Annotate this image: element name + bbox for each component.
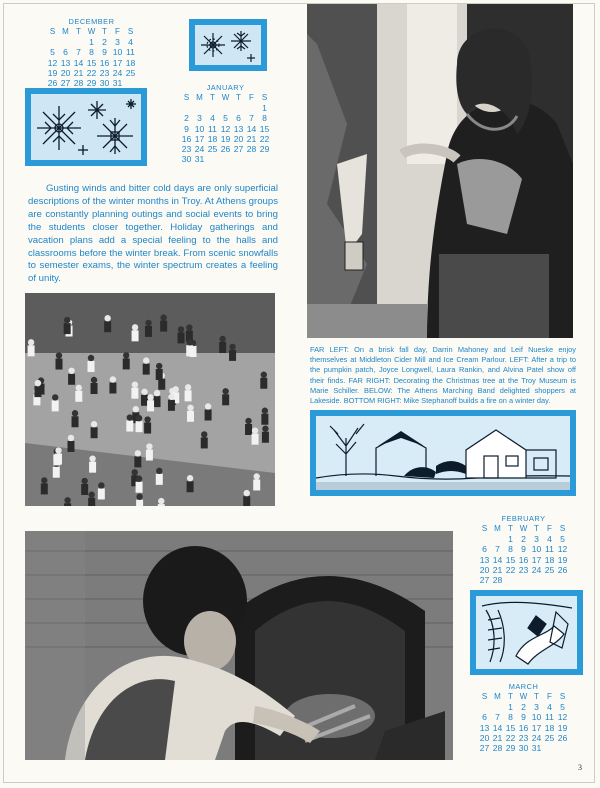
calendar-day: 22 bbox=[505, 564, 516, 575]
calendar-day bbox=[530, 575, 543, 585]
calendar-day: 16 bbox=[518, 722, 529, 733]
calendar-day: 18 bbox=[544, 554, 555, 565]
calendar-day: 16 bbox=[181, 133, 192, 144]
calendar-weekday: W bbox=[519, 692, 528, 702]
calendar-day: 7 bbox=[495, 544, 500, 555]
calendar-day: 30 bbox=[518, 743, 529, 754]
calendar-month-name: MARCH bbox=[508, 682, 539, 691]
calendar-day bbox=[180, 103, 193, 113]
calendar-weekday: T bbox=[76, 27, 81, 37]
calendar-day: 14 bbox=[492, 722, 503, 733]
calendar-day: 18 bbox=[207, 133, 218, 144]
calendar-day: 15 bbox=[259, 123, 270, 134]
calendar-weekday: S bbox=[481, 692, 488, 702]
calendar-day bbox=[504, 575, 517, 585]
calendar-day bbox=[193, 103, 206, 113]
calendar-weekday: W bbox=[221, 93, 230, 103]
calendar-day: 20 bbox=[60, 67, 71, 78]
calendar-grid bbox=[478, 524, 569, 585]
calendar-day: 7 bbox=[249, 113, 254, 124]
calendar-day: 24 bbox=[194, 144, 205, 155]
snowflake-illustration-small bbox=[189, 19, 267, 71]
calendar-day bbox=[491, 534, 504, 544]
calendar-day: 13 bbox=[479, 722, 490, 733]
calendar-day: 25 bbox=[544, 732, 555, 743]
calendar-day bbox=[206, 103, 219, 113]
calendar-day: 1 bbox=[508, 534, 513, 545]
calendar-day: 7 bbox=[495, 712, 500, 723]
snowflakes-icon bbox=[31, 94, 141, 160]
calendar-day: 21 bbox=[492, 732, 503, 743]
calendar-day: 8 bbox=[508, 544, 513, 555]
calendar-day: 2 bbox=[184, 113, 189, 124]
calendar-day: 5 bbox=[560, 534, 565, 545]
calendar-day: 20 bbox=[479, 564, 490, 575]
calendar-day bbox=[245, 154, 258, 164]
photo-girl-decorating-tree bbox=[307, 4, 573, 338]
calendar-day: 30 bbox=[99, 78, 110, 89]
calendar-weekday: M bbox=[494, 692, 501, 702]
calendar-day: 23 bbox=[518, 564, 529, 575]
calendar-day: 2 bbox=[521, 702, 526, 713]
calendar-day: 1 bbox=[508, 702, 513, 713]
calendar-day bbox=[219, 154, 232, 164]
calendar-day: 18 bbox=[125, 57, 136, 68]
calendar-day: 4 bbox=[547, 702, 552, 713]
photo-caption: FAR LEFT: On a brisk fall day, Darrin Mahoney and Leif Nueske enjoy themselves at Middleton Cider Mill and Ice Cream Parlour. LEFT: After a trip to the pumpkin patch, Joyce Longwell, Laura Rankin, and Alvina Patel show off their finds. FAR RIGHT: Decorating the Christmas tree at the Troy Museum is Marie Schiller. BELOW: The Athens Marching Band delighted shoppers at Lakeside. BOTTOM RIGHT: Mike Stephanoff builds a fire on a winter day. bbox=[310, 345, 576, 406]
calendar-weekday: M bbox=[196, 93, 203, 103]
calendar-weekday: T bbox=[236, 93, 241, 103]
calendar-day bbox=[478, 534, 491, 544]
calendar-day: 26 bbox=[557, 564, 568, 575]
calendar-day: 28 bbox=[73, 78, 84, 89]
calendar-weekday: S bbox=[183, 93, 190, 103]
scarf-and-mitten-icon bbox=[476, 596, 577, 669]
calendar-day: 13 bbox=[233, 123, 244, 134]
calendar-day: 12 bbox=[557, 544, 568, 555]
calendar-day: 27 bbox=[233, 144, 244, 155]
calendar-day: 23 bbox=[518, 732, 529, 743]
calendar-day: 21 bbox=[246, 133, 257, 144]
calendar-day: 12 bbox=[220, 123, 231, 134]
calendar-day: 8 bbox=[508, 712, 513, 723]
calendar-day bbox=[232, 154, 245, 164]
calendar-day: 16 bbox=[99, 57, 110, 68]
calendar-day: 3 bbox=[534, 534, 539, 545]
calendar-weekday: T bbox=[508, 692, 513, 702]
calendar-day: 22 bbox=[505, 732, 516, 743]
calendar-day: 19 bbox=[220, 133, 231, 144]
calendar-day: 27 bbox=[479, 575, 490, 586]
calendar-day bbox=[232, 103, 245, 113]
calendar-day: 11 bbox=[126, 47, 135, 58]
calendar-day: 10 bbox=[531, 544, 542, 555]
calendar-day: 2 bbox=[102, 37, 107, 48]
calendar-weekday: T bbox=[508, 524, 513, 534]
calendar-day: 22 bbox=[259, 133, 270, 144]
calendar-day: 1 bbox=[89, 37, 94, 48]
calendar-day: 11 bbox=[208, 123, 217, 134]
calendar-day: 6 bbox=[482, 712, 487, 723]
snowflake-illustration-large bbox=[25, 88, 147, 166]
calendar-weekday: T bbox=[210, 93, 215, 103]
calendar-weekday: T bbox=[102, 27, 107, 37]
calendar-day: 4 bbox=[547, 534, 552, 545]
calendar-march bbox=[478, 682, 569, 753]
calendar-february bbox=[478, 514, 569, 585]
calendar-day: 5 bbox=[50, 47, 55, 58]
winter-barn-scene-icon bbox=[316, 416, 570, 490]
calendar-day: 1 bbox=[262, 103, 267, 114]
calendar-weekday: S bbox=[559, 524, 566, 534]
calendar-day: 20 bbox=[479, 732, 490, 743]
calendar-day: 29 bbox=[505, 743, 516, 754]
calendar-day: 19 bbox=[557, 554, 568, 565]
calendar-day: 6 bbox=[482, 544, 487, 555]
calendar-day: 15 bbox=[505, 722, 516, 733]
calendar-weekday: M bbox=[494, 524, 501, 534]
calendar-grid bbox=[478, 692, 569, 753]
calendar-day: 31 bbox=[531, 743, 542, 754]
calendar-day: 17 bbox=[531, 722, 542, 733]
calendar-day: 9 bbox=[521, 712, 526, 723]
calendar-day: 27 bbox=[479, 743, 490, 754]
calendar-day: 29 bbox=[86, 78, 97, 89]
calendar-day: 9 bbox=[102, 47, 107, 58]
calendar-month-name: JANUARY bbox=[206, 83, 245, 92]
calendar-day: 10 bbox=[194, 123, 205, 134]
calendar-weekday: F bbox=[249, 93, 254, 103]
calendar-day: 23 bbox=[181, 144, 192, 155]
calendar-day: 4 bbox=[210, 113, 215, 124]
calendar-day: 13 bbox=[479, 554, 490, 565]
calendar-day bbox=[556, 575, 569, 585]
calendar-day: 17 bbox=[531, 554, 542, 565]
calendar-day bbox=[206, 154, 219, 164]
calendar-weekday: S bbox=[261, 93, 268, 103]
calendar-day: 26 bbox=[47, 78, 58, 89]
calendar-day: 3 bbox=[115, 37, 120, 48]
calendar-day: 23 bbox=[99, 67, 110, 78]
calendar-day: 7 bbox=[76, 47, 81, 58]
calendar-day: 3 bbox=[534, 702, 539, 713]
calendar-day: 21 bbox=[492, 564, 503, 575]
calendar-day: 31 bbox=[112, 78, 123, 89]
calendar-day: 31 bbox=[194, 154, 205, 165]
calendar-day: 24 bbox=[531, 564, 542, 575]
scarf-mitten-illustration bbox=[470, 590, 583, 675]
calendar-day: 21 bbox=[73, 67, 84, 78]
calendar-day: 28 bbox=[246, 144, 257, 155]
calendar-day: 13 bbox=[60, 57, 71, 68]
calendar-day: 3 bbox=[197, 113, 202, 124]
calendar-day: 6 bbox=[236, 113, 241, 124]
calendar-grid bbox=[180, 93, 271, 164]
calendar-day: 28 bbox=[492, 575, 503, 586]
calendar-day: 26 bbox=[220, 144, 231, 155]
calendar-day: 17 bbox=[112, 57, 123, 68]
calendar-day bbox=[517, 575, 530, 585]
photo-marching-band bbox=[25, 293, 275, 506]
calendar-day bbox=[219, 103, 232, 113]
calendar-day: 24 bbox=[112, 67, 123, 78]
calendar-day bbox=[543, 743, 556, 753]
calendar-day bbox=[543, 575, 556, 585]
calendar-day: 19 bbox=[557, 722, 568, 733]
calendar-day: 5 bbox=[223, 113, 228, 124]
calendar-day: 16 bbox=[518, 554, 529, 565]
calendar-day: 17 bbox=[194, 133, 205, 144]
calendar-weekday: M bbox=[62, 27, 69, 37]
calendar-weekday: S bbox=[49, 27, 56, 37]
calendar-day: 2 bbox=[521, 534, 526, 545]
calendar-day bbox=[478, 702, 491, 712]
calendar-day: 9 bbox=[184, 123, 189, 134]
calendar-weekday: T bbox=[534, 692, 539, 702]
calendar-day: 19 bbox=[47, 67, 58, 78]
calendar-day bbox=[59, 37, 72, 47]
calendar-day: 14 bbox=[246, 123, 257, 134]
calendar-day: 10 bbox=[112, 47, 123, 58]
calendar-day bbox=[258, 154, 271, 164]
calendar-day: 4 bbox=[128, 37, 133, 48]
calendar-day: 22 bbox=[86, 67, 97, 78]
calendar-day bbox=[72, 37, 85, 47]
calendar-month-name: FEBRUARY bbox=[501, 514, 546, 523]
calendar-day: 11 bbox=[545, 544, 554, 555]
calendar-day: 6 bbox=[63, 47, 68, 58]
calendar-day: 11 bbox=[545, 712, 554, 723]
calendar-day: 15 bbox=[86, 57, 97, 68]
calendar-day bbox=[556, 743, 569, 753]
calendar-day: 25 bbox=[544, 564, 555, 575]
calendar-day: 28 bbox=[492, 743, 503, 754]
snowflakes-icon bbox=[195, 25, 261, 65]
calendar-weekday: W bbox=[87, 27, 96, 37]
calendar-weekday: T bbox=[534, 524, 539, 534]
calendar-january bbox=[180, 83, 271, 164]
calendar-weekday: F bbox=[547, 692, 552, 702]
calendar-day: 9 bbox=[521, 544, 526, 555]
calendar-day: 18 bbox=[544, 722, 555, 733]
calendar-day: 12 bbox=[557, 712, 568, 723]
calendar-month-name: DECEMBER bbox=[68, 17, 115, 26]
calendar-weekday: S bbox=[127, 27, 134, 37]
calendar-day bbox=[124, 78, 137, 88]
calendar-day: 10 bbox=[531, 712, 542, 723]
calendar-day: 8 bbox=[262, 113, 267, 124]
calendar-december bbox=[46, 17, 137, 88]
photo-boy-building-fire bbox=[25, 531, 453, 760]
calendar-day: 15 bbox=[505, 554, 516, 565]
calendar-weekday: F bbox=[547, 524, 552, 534]
calendar-day: 30 bbox=[181, 154, 192, 165]
calendar-day: 12 bbox=[47, 57, 58, 68]
calendar-day bbox=[245, 103, 258, 113]
calendar-day bbox=[46, 37, 59, 47]
calendar-weekday: F bbox=[115, 27, 120, 37]
winter-barn-illustration bbox=[310, 410, 576, 496]
calendar-grid bbox=[46, 27, 137, 88]
page-number: 3 bbox=[578, 763, 582, 772]
calendar-day: 14 bbox=[492, 554, 503, 565]
calendar-day: 5 bbox=[560, 702, 565, 713]
calendar-weekday: S bbox=[559, 692, 566, 702]
calendar-day: 25 bbox=[207, 144, 218, 155]
calendar-day: 24 bbox=[531, 732, 542, 743]
calendar-day: 26 bbox=[557, 732, 568, 743]
calendar-day: 25 bbox=[125, 67, 136, 78]
calendar-weekday: S bbox=[481, 524, 488, 534]
body-paragraph: Gusting winds and bitter cold days are only superficial descriptions of the winter months in Troy. At Athens groups are constantly planning outings and social events to bring the students closer together. Holiday gatherings and vacation plans add a special feeling to the halls and classrooms before the winter break. From scenic snowfalls to semester exams, the winter spectrum creates a feeling of unity. bbox=[28, 183, 278, 285]
calendar-day: 27 bbox=[60, 78, 71, 89]
calendar-weekday: W bbox=[519, 524, 528, 534]
calendar-day bbox=[491, 702, 504, 712]
calendar-day: 14 bbox=[73, 57, 84, 68]
calendar-day: 8 bbox=[89, 47, 94, 58]
calendar-day: 20 bbox=[233, 133, 244, 144]
calendar-day: 29 bbox=[259, 144, 270, 155]
